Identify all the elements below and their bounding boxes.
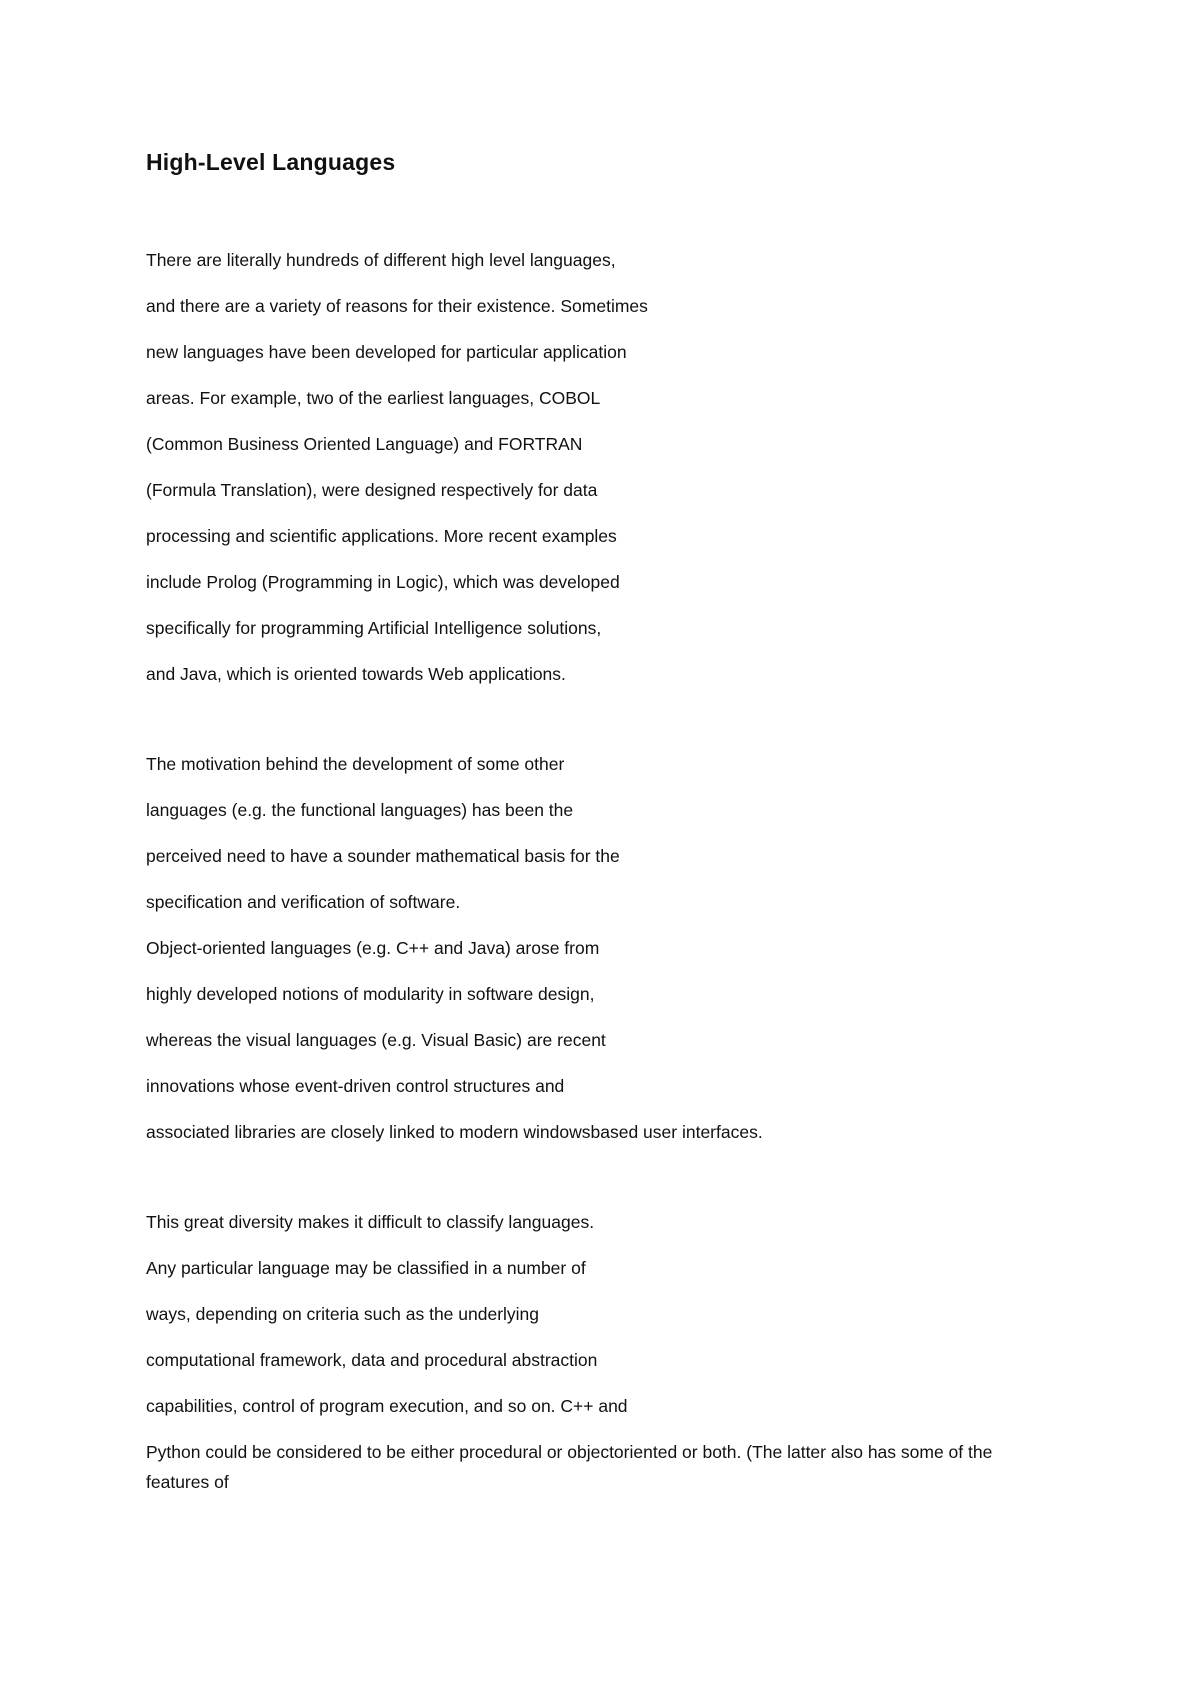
document-title: High-Level Languages xyxy=(146,149,396,175)
paragraph-1-line: new languages have been developed for particular application xyxy=(146,342,627,362)
paragraph-1-line: processing and scientific applications. More recent examples xyxy=(146,526,617,546)
paragraph-3-final-line: Python could be considered to be either procedural or objectoriented or both. (The latter also has some of the features of xyxy=(146,1442,993,1492)
paragraph-1-line: specifically for programming Artificial Intelligence solutions, xyxy=(146,618,602,638)
paragraph-3-line: capabilities, control of program execution, and so on. C++ and xyxy=(146,1396,628,1416)
paragraph-1-line: include Prolog (Programming in Logic), which was developed xyxy=(146,572,620,592)
paragraph-2-line: innovations whose event-driven control structures and xyxy=(146,1076,565,1096)
paragraph-3-line: ways, depending on criteria such as the underlying xyxy=(146,1304,540,1324)
paragraph-1-line: and Java, which is oriented towards Web applications. xyxy=(146,664,566,684)
paragraph-2-line: highly developed notions of modularity in software design, xyxy=(146,984,595,1004)
paragraph-2-line: Object-oriented languages (e.g. C++ and Java) arose from xyxy=(146,938,600,958)
paragraph-2-line: associated libraries are closely linked to modern windowsbased user interfaces. xyxy=(146,1122,763,1142)
paragraph-3-line: Any particular language may be classified in a number of xyxy=(146,1258,586,1278)
paragraph-2-line: languages (e.g. the functional languages) has been the xyxy=(146,800,574,820)
paragraph-2-line: The motivation behind the development of some other xyxy=(146,754,565,774)
paragraph-1-line: There are literally hundreds of different high level languages, xyxy=(146,250,616,270)
paragraph-2-line: specification and verification of software. xyxy=(146,892,461,912)
paragraph-3-line: This great diversity makes it difficult to classify languages. xyxy=(146,1212,595,1232)
paragraph-1-line: (Formula Translation), were designed respectively for data xyxy=(146,480,598,500)
paragraph-1-line: and there are a variety of reasons for their existence. Sometimes xyxy=(146,296,648,316)
paragraph-1-line: areas. For example, two of the earliest languages, COBOL xyxy=(146,388,601,408)
paragraph-3-line: computational framework, data and procedural abstraction xyxy=(146,1350,598,1370)
paragraph-2-line: whereas the visual languages (e.g. Visual Basic) are recent xyxy=(146,1030,606,1050)
paragraph-2-line: perceived need to have a sounder mathematical basis for the xyxy=(146,846,620,866)
paragraph-1-line: (Common Business Oriented Language) and FORTRAN xyxy=(146,434,583,454)
